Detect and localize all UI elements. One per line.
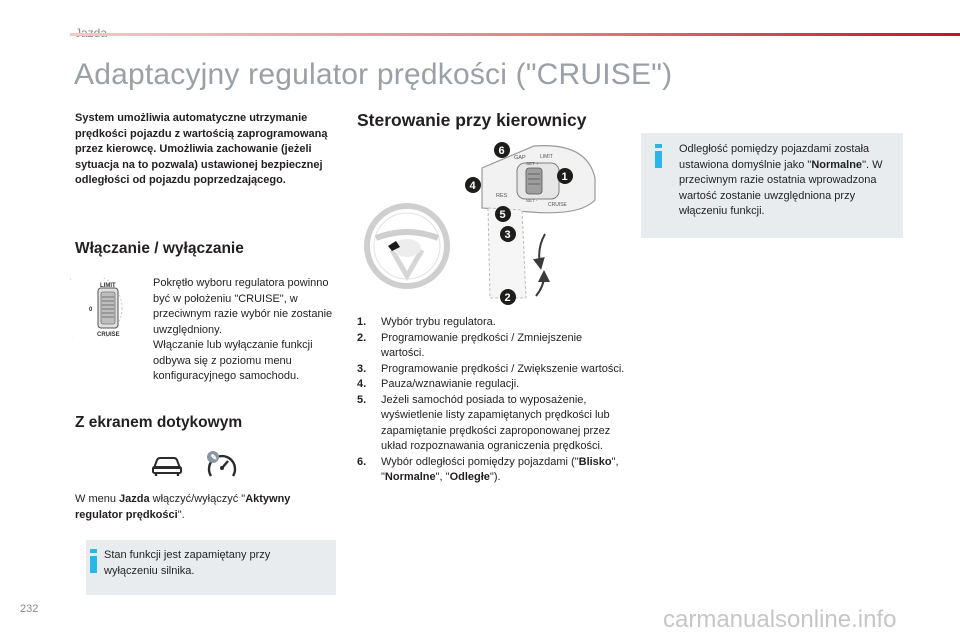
svg-text:3: 3 (504, 229, 511, 241)
svg-text:✎: ✎ (210, 453, 218, 462)
selector-instructions (153, 276, 343, 385)
info-note-memory (86, 540, 336, 595)
menu-name: Jazda (119, 493, 150, 505)
page-title: Adaptacyjny regulator prędkości ("CRUISE") (74, 58, 673, 91)
list-item: 3. Programowanie prędkości / Zwiększenie wartości. (357, 362, 625, 375)
stalk-res-label: RES (496, 193, 508, 199)
steering-stalk-illustration (362, 138, 617, 310)
touchscreen-instructions (75, 492, 335, 523)
steering-wheel-icon (367, 206, 447, 286)
callout-1 (557, 168, 573, 184)
info-icon (655, 144, 662, 168)
car-driving-icon (150, 452, 184, 478)
cruise-speedometer-icon (203, 448, 241, 480)
list-item: 6. Wybór odległości pomiędzy pojazdami ("Blisko", "Normalne", "Odległe"). (357, 455, 619, 483)
heading-steering-controls: Sterowanie przy kierownicy (357, 110, 587, 130)
menu-text-pre: W menu (75, 493, 120, 505)
heading-touchscreen: Z ekranem dotykowym (75, 414, 243, 431)
list-item: 4. Pauza/wznawianie regulacji. (357, 378, 520, 390)
selector-zero-label: 0 (89, 307, 93, 313)
note-distance-text: Odległość pomiędzy pojazdami została ustawiona domyślnie jako "Normalne". W przeciwnym razie ostatnia wprowadzona wartość zostanie uwzględniona przy włączeniu funkcji. (679, 143, 883, 217)
svg-text:1: 1 (561, 171, 568, 183)
info-note-distance (641, 133, 903, 238)
stalk-set-minus-label: SET - (526, 198, 538, 203)
header-divider (70, 33, 960, 36)
cruise-selector-illustration (70, 278, 150, 338)
note-memory-text: Stan funkcji jest zapamiętany przy wyłączeniu silnika. (104, 549, 271, 577)
list-item: 1. Wybór trybu regulatora. (357, 316, 496, 328)
stalk-gap-label: GAP (514, 155, 526, 161)
intro-paragraph: System umożliwia automatyczne utrzymanie prędkości pojazdu z wartością zaprogramowaną przez kierowcę. Umożliwia zachowanie (jeżeli sytuacja na to pozwala) ustawionej bezpiecznej odległości od pojazdu poprzedzającego. (75, 112, 328, 187)
stalk-set-plus-label: SET + (526, 161, 539, 166)
stalk-cruise-label: CRUISE (548, 202, 567, 208)
list-item: 5. Jeżeli samochód posiada to wyposażenie, wyświetlenie listy zapamiętanych prędkości lub zapamiętanie prędkości zaproponowanej przez układ rozpoznawania ograniczenia prędkości. (357, 393, 611, 452)
selector-cruise-label: CRUISE (97, 332, 120, 338)
selector-position-text: Pokrętło wyboru regulatora powinno być w położeniu "CRUISE", w przeciwnym razie wybór nie zostanie uwzględniony. (153, 277, 333, 336)
callout-6 (494, 142, 510, 158)
menu-text-post: ". (177, 508, 185, 521)
list-item: 2. Programowanie prędkości / Zmniejszenie wartości. (357, 331, 583, 359)
stalk-limit-label: LIMIT (540, 154, 553, 160)
selector-limit-label: LIMIT (100, 283, 116, 289)
info-icon (90, 549, 97, 573)
page-number: 232 (20, 603, 39, 615)
heading-on-off: Włączanie / wyłączanie (75, 240, 244, 257)
menu-item-name: Aktywny regulator prędkości (75, 493, 291, 521)
svg-text:4: 4 (469, 180, 476, 192)
svg-text:5: 5 (499, 209, 506, 221)
svg-text:2: 2 (504, 292, 511, 304)
svg-text:6: 6 (498, 145, 505, 157)
control-list (357, 315, 627, 486)
menu-text-mid: włączyć/wyłączyć " (149, 493, 246, 505)
callout-3 (500, 226, 516, 242)
callout-4 (465, 177, 481, 193)
callout-5 (495, 206, 511, 222)
watermark: carmanualsonline.info (663, 606, 897, 633)
callout-2 (500, 289, 516, 305)
selector-menu-text: Włączanie lub wyłączanie funkcji odbywa się z poziomu menu konfiguracyjnego samochodu. (153, 339, 313, 382)
